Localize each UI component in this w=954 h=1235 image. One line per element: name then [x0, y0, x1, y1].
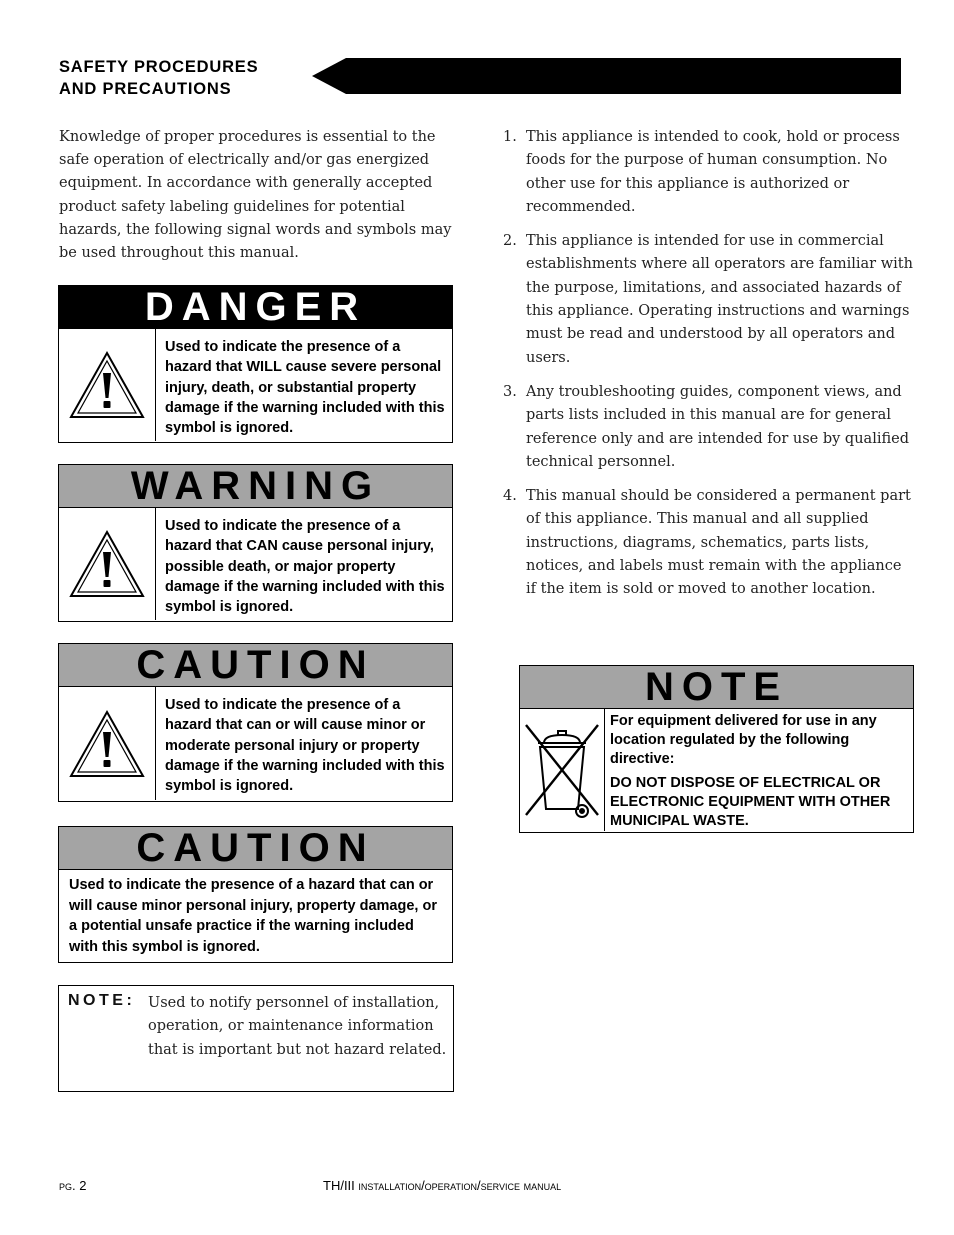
note-inline-box — [58, 985, 454, 1092]
crossed-out-bin-icon — [520, 717, 604, 823]
danger-title: DANGER — [59, 286, 452, 329]
note-inline-label: NOTE: — [68, 992, 136, 1009]
list-item: 3. Any troubleshooting guides, component views, and parts lists included in this manual are for general reference only and are intended for use by qualified technical personnel. — [503, 383, 910, 470]
weee-icon-cell — [520, 709, 605, 831]
manual-title: TH/III installation/operation/service manual — [323, 1178, 562, 1193]
section-title-line1: SAFETY PROCEDURES — [59, 58, 259, 76]
warning-triangle-icon — [68, 350, 146, 420]
caution-plain-box — [58, 826, 453, 963]
section-title-line2: AND PRECAUTIONS — [59, 80, 232, 98]
caution-icon-cell — [59, 687, 156, 800]
danger-box — [58, 285, 453, 443]
list-item: 2. This appliance is intended for use in commercial establishments where all operators are familiar with the purpose, limitations, and associated hazards of this appliance. Operating instructions and warnings must be read and understood by all operators and users. — [503, 233, 913, 366]
note-weee-box — [519, 665, 914, 833]
warning-text: Used to indicate the presence of a hazard that CAN cause personal injury, possible death, or major property damage if the warning included with this symbol is ignored. — [165, 518, 445, 616]
danger-icon-cell — [59, 329, 156, 441]
note-weee-text1: For equipment delivered for use in any location regulated by the following directive: — [610, 713, 877, 767]
header-bar — [312, 58, 901, 94]
caution-symbol-box — [58, 643, 453, 802]
warning-icon-cell — [59, 508, 156, 620]
note-weee-title: NOTE — [520, 666, 913, 709]
caution-plain-text: Used to indicate the presence of a hazard that can or will cause minor personal injury, property damage, or a potential unsafe practice if the warning included with this symbol is ignored. — [69, 877, 437, 955]
caution-symbol-title: CAUTION — [59, 644, 452, 687]
caution-symbol-text: Used to indicate the presence of a hazard that can or will cause minor or moderate personal injury or property damage if the warning included with this symbol is ignored. — [165, 697, 445, 795]
caution-plain-title: CAUTION — [59, 827, 452, 870]
warning-triangle-icon — [68, 529, 146, 599]
intro-paragraph: Knowledge of proper procedures is essential to the safe operation of electrically and/or gas energized equipment. In accordance with generally accepted product safety labeling guidelines for potential hazards, the following signal words and symbols may be used throughout this manual. — [59, 129, 452, 262]
danger-text: Used to indicate the presence of a hazard that WILL cause severe personal injury, death, or substantial property damage if the warning included with this symbol is ignored. — [165, 339, 445, 437]
note-weee-text2: DO NOT DISPOSE OF ELECTRICAL OR ELECTRONIC EQUIPMENT WITH OTHER MUNICIPAL WASTE. — [610, 775, 891, 829]
note-inline-text: Used to notify personnel of installation, operation, or maintenance information that is important but not hazard related. — [148, 995, 447, 1058]
warning-title: WARNING — [59, 465, 452, 508]
list-item: 4. This manual should be considered a permanent part of this appliance. This manual and all supplied instructions, diagrams, schematics, parts lists, notices, and labels must remain with the appliance if the item is sold or moved to another location. — [503, 488, 911, 598]
safety-list — [503, 126, 913, 602]
section-title — [59, 56, 319, 100]
note-weee-text — [605, 709, 913, 831]
warning-box — [58, 464, 453, 622]
page-number: pg. 2 — [59, 1178, 87, 1193]
list-item: 1. This appliance is intended to cook, hold or process foods for the purpose of human consumption. No other use for this appliance is authorized or recommended. — [503, 129, 900, 215]
warning-triangle-icon — [68, 709, 146, 779]
